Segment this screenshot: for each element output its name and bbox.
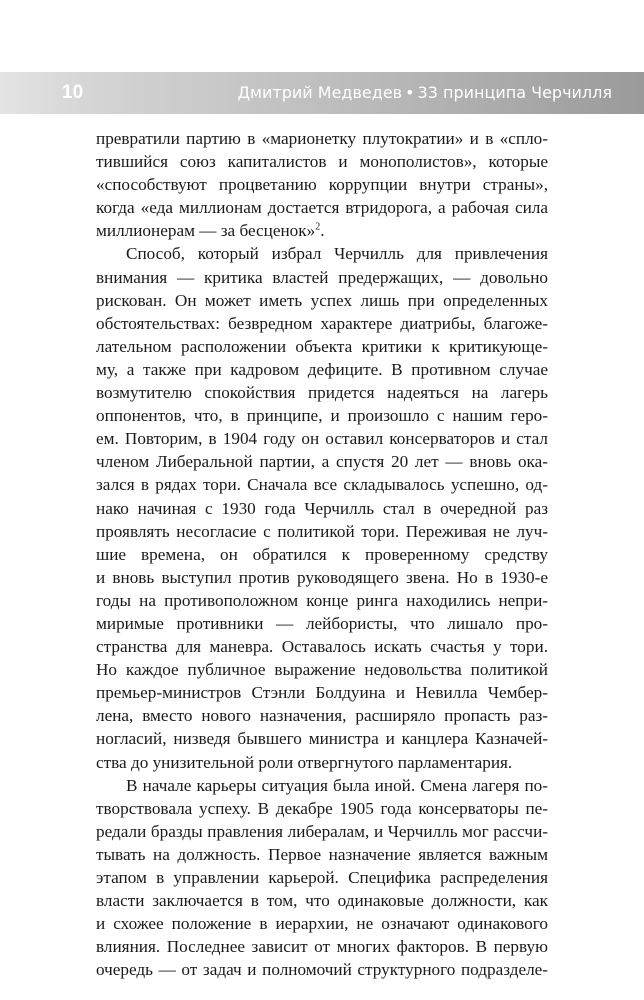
text-line-content: внимания — критика властей предержащих, — довольно — [96, 267, 548, 287]
text-line-content: В начале карьеры ситуация была иной. Смена лагеря по- — [126, 775, 548, 795]
text-line — [96, 219, 548, 242]
text-line-content: возмутителю спокойствия придется надеяться на лагерь — [96, 383, 548, 403]
text-line — [96, 450, 548, 473]
text-line — [96, 935, 548, 958]
text-line-content: годы на противоположном конце ринга находились непри- — [96, 590, 548, 610]
text-line — [96, 843, 548, 866]
text-line — [96, 704, 548, 727]
text-line-content: ства до унизительной роли отвергнутого парламентария. — [96, 752, 513, 772]
text-line-content: Но каждое публичное выражение недовольства политикой — [96, 660, 548, 680]
text-line-content: проявлять несогласие с политикой тори. Переживая не луч- — [96, 521, 548, 541]
text-line — [96, 635, 548, 658]
bullet-separator: • — [405, 83, 415, 102]
footnote-marker: 2 — [315, 221, 321, 233]
text-line — [96, 242, 548, 265]
text-line — [96, 589, 548, 612]
text-line — [96, 751, 548, 774]
text-line-content: премьер-министров Стэнли Болдуина и Невилла Чембер- — [96, 683, 548, 703]
text-line-content: власти заключается в том, что одинаковые должности, как — [96, 891, 548, 911]
running-head — [237, 82, 612, 104]
text-line — [96, 658, 548, 681]
text-line-content: рискован. Он может иметь успех лишь при определенных — [96, 290, 548, 310]
text-line — [96, 774, 548, 797]
text-line-content: членом Либеральной партии, а спустя 20 лет — вновь ока- — [96, 452, 548, 472]
text-line — [96, 543, 548, 566]
text-line — [96, 335, 548, 358]
text-line — [96, 520, 548, 543]
text-line — [96, 404, 548, 427]
text-line-content: и схожее положение в иерархии, не означают одинакового — [96, 914, 548, 934]
text-line-content: оппонентов, что, в принципе, и произошло с нашим геро- — [96, 406, 548, 426]
body-text — [96, 127, 548, 981]
running-header — [0, 72, 644, 114]
text-line-content: ем. Повторим, в 1904 году он оставил консерваторов и стал — [96, 429, 548, 449]
text-line — [96, 889, 548, 912]
text-line — [96, 427, 548, 450]
text-line — [96, 289, 548, 312]
text-line-content: тывать на должность. Первое назначение является важным — [96, 844, 548, 864]
text-line-content: этапом в управлении карьерой. Специфика распределения — [96, 868, 548, 887]
book-title: 33 принципа Черчилля — [417, 83, 612, 102]
text-line — [96, 566, 548, 589]
text-line — [96, 150, 548, 173]
text-line — [96, 127, 548, 150]
text-line — [96, 266, 548, 289]
text-line-content: ногласий, низведя бывшего министра и канцлера Казначей- — [96, 729, 548, 749]
text-line — [96, 196, 548, 219]
text-line-content: лательном расположении объекта критики к критикующе- — [96, 336, 548, 356]
text-line-content: «способствуют процветанию коррупции внутри страны», — [96, 175, 548, 195]
text-line-content: очередь — от задач и полномочий структурного подразделе- — [96, 960, 548, 980]
text-line — [96, 681, 548, 704]
text-line-content: му, а также при кадровом дефиците. В противном случае — [96, 359, 548, 379]
text-line — [96, 958, 548, 981]
text-line — [96, 727, 548, 750]
author-name: Дмитрий Медведев — [237, 83, 403, 102]
text-line — [96, 866, 548, 889]
text-line-content: шие времена, он обратился к проверенному средству — [96, 544, 548, 564]
text-line-content: и вновь выступил против руководящего звена. Но в 1930-е — [96, 567, 548, 587]
text-line-content: странства для маневра. Оставалось искать счастья у тори. — [96, 637, 548, 657]
text-line — [96, 473, 548, 496]
text-line-content: тившийся союз капиталистов и монополистов», которые — [96, 152, 548, 172]
text-line-content: лена, вместо нового назначения, расширяло пропасть раз- — [96, 706, 548, 726]
text-line — [96, 381, 548, 404]
text-line — [96, 820, 548, 843]
text-line-content: нако начиная с 1930 года Черчилль стал в очередной раз — [96, 498, 548, 518]
text-line — [96, 312, 548, 335]
text-line-content: миллионерам — за бесценок» — [96, 221, 316, 241]
text-line-content: творствовала успеху. В декабре 1905 года консерваторы пе- — [96, 798, 548, 818]
text-line-content: превратили партию в «марионетку плутократии» и в «спло- — [96, 129, 548, 148]
text-line-content: влияния. Последнее зависит от многих факторов. В первую — [96, 937, 548, 957]
text-line-content: редали бразды правления либералам, и Черчилль мог рассчи- — [96, 821, 548, 841]
text-line — [96, 612, 548, 635]
text-line-content: обстоятельствах: безвредном характере диатрибы, благоже- — [96, 313, 548, 333]
text-line-content: Способ, который избрал Черчилль для привлечения — [126, 244, 548, 264]
text-line-content: миримые противники — лейбористы, что лишало про- — [96, 613, 548, 633]
text-line-content: зался в рядах тори. Сначала все складывалось успешно, од- — [96, 475, 548, 495]
text-line — [96, 173, 548, 196]
text-line-content: когда «еда миллионам достается втридорога, а рабочая сила — [96, 198, 548, 218]
trailing-punctuation: . — [320, 221, 325, 241]
page-number: 10 — [62, 82, 84, 103]
text-line — [96, 912, 548, 935]
text-line — [96, 358, 548, 381]
text-line — [96, 497, 548, 520]
text-line — [96, 797, 548, 820]
